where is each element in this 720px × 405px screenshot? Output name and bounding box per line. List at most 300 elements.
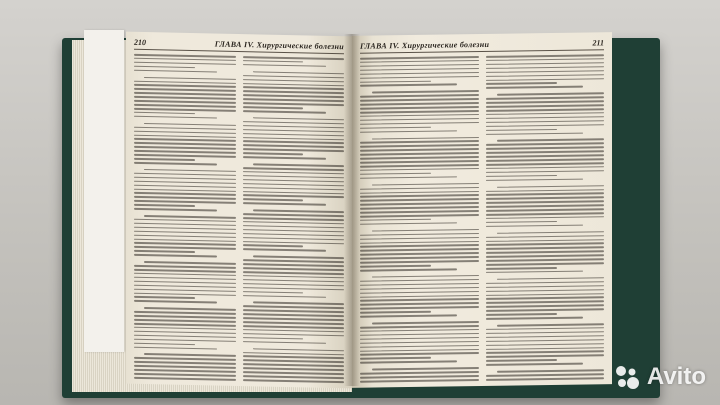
- text-line: [243, 321, 345, 325]
- text-line: [134, 346, 217, 349]
- text-line: [243, 325, 345, 329]
- text-line: [486, 193, 605, 196]
- text-line: [360, 126, 431, 129]
- text-line: [243, 287, 345, 291]
- text-line: [360, 206, 479, 209]
- text-line: [134, 223, 236, 227]
- text-line: [360, 173, 431, 176]
- text-line: [243, 98, 345, 102]
- text-line: [243, 337, 304, 340]
- text-line: [134, 54, 236, 58]
- text-line: [486, 216, 605, 219]
- text-line: [360, 102, 479, 105]
- text-line: [243, 87, 345, 91]
- text-line: [144, 215, 235, 218]
- text-line: [134, 69, 217, 72]
- text-line: [134, 92, 236, 96]
- text-line: [486, 201, 605, 204]
- text-line: [497, 231, 604, 234]
- text-line: [486, 327, 605, 330]
- text-line: [486, 197, 605, 200]
- text-line: [486, 339, 605, 342]
- text-line: [486, 224, 583, 227]
- text-line: [243, 259, 345, 263]
- text-line: [134, 138, 236, 142]
- text-line: [243, 133, 345, 137]
- text-line: [486, 54, 605, 57]
- text-line: [486, 309, 605, 312]
- text-line: [134, 162, 217, 165]
- text-line: [134, 234, 236, 238]
- text-line: [486, 124, 605, 127]
- text-line: [486, 120, 605, 123]
- text-line: [134, 154, 236, 158]
- text-line: [372, 321, 479, 324]
- text-line: [243, 375, 345, 379]
- text-line: [243, 79, 345, 83]
- text-line: [486, 208, 605, 211]
- text-line: [134, 238, 236, 242]
- text-line: [134, 177, 236, 181]
- text-line: [243, 267, 345, 271]
- text-line: [486, 143, 605, 146]
- text-line: [134, 192, 236, 196]
- text-line: [134, 311, 236, 315]
- text-line: [497, 185, 604, 188]
- text-line: [134, 219, 236, 223]
- text-line: [360, 198, 479, 201]
- text-line: [360, 164, 479, 167]
- text-line: [134, 365, 236, 369]
- text-line: [243, 217, 345, 221]
- text-line: [486, 178, 583, 181]
- text-line: [360, 302, 479, 305]
- text-line: [372, 137, 479, 140]
- text-line: [486, 297, 605, 300]
- text-line: [360, 379, 479, 382]
- text-line: [243, 94, 345, 98]
- text-line: [134, 204, 195, 207]
- text-line: [486, 158, 605, 161]
- text-line: [360, 194, 479, 197]
- text-line: [360, 333, 479, 336]
- text-line: [243, 275, 345, 279]
- text-line: [144, 169, 235, 172]
- text-line: [134, 130, 236, 134]
- text-line: [360, 237, 479, 240]
- text-line: [486, 66, 605, 69]
- text-line: [360, 176, 457, 179]
- text-line: [360, 219, 431, 222]
- text-line: [372, 229, 479, 232]
- text-line: [134, 112, 195, 115]
- text-line: [134, 335, 236, 339]
- text-line: [243, 359, 345, 363]
- text-line: [486, 97, 605, 100]
- text-line: [134, 180, 236, 184]
- text-line: [243, 152, 304, 155]
- text-line: [134, 254, 217, 257]
- text-line: [243, 225, 345, 229]
- text-line: [360, 375, 479, 378]
- text-line: [360, 76, 479, 79]
- text-line: [243, 183, 345, 187]
- text-line: [134, 269, 236, 273]
- text-line: [486, 247, 605, 250]
- text-line: [497, 277, 604, 280]
- right-page-number: 211: [592, 38, 604, 48]
- text-line: [360, 341, 479, 344]
- text-line: [360, 268, 457, 271]
- text-line: [243, 125, 345, 129]
- left-page-number: 210: [134, 37, 146, 48]
- text-line: [486, 271, 583, 274]
- text-line: [253, 71, 344, 74]
- text-line: [360, 148, 479, 151]
- text-line: [243, 106, 304, 109]
- text-line: [243, 60, 304, 63]
- text-line: [360, 202, 479, 205]
- text-line: [360, 60, 479, 63]
- text-line: [134, 227, 236, 231]
- text-line: [486, 116, 605, 119]
- right-column-1: [360, 56, 479, 382]
- text-line: [497, 369, 604, 372]
- text-line: [486, 166, 605, 169]
- text-line: [486, 150, 605, 153]
- left-chapter-title: ГЛАВА IV. Хирургические болезни: [214, 39, 344, 52]
- text-line: [486, 112, 605, 115]
- watermark-text: Avito: [646, 363, 706, 390]
- text-line: [360, 349, 479, 352]
- text-line: [243, 295, 326, 298]
- text-line: [243, 341, 326, 344]
- text-line: [243, 248, 326, 251]
- text-line: [134, 273, 236, 277]
- text-line: [243, 171, 345, 175]
- text-line: [243, 291, 304, 294]
- left-column-2: [243, 56, 345, 382]
- text-line: [486, 267, 557, 270]
- text-line: [486, 70, 605, 73]
- text-line: [360, 144, 479, 147]
- text-line: [134, 173, 236, 177]
- text-line: [486, 108, 605, 111]
- text-line: [243, 333, 345, 337]
- text-line: [360, 287, 479, 290]
- text-line: [134, 292, 236, 296]
- text-line: [360, 283, 479, 286]
- text-line: [360, 357, 431, 360]
- text-line: [134, 184, 236, 188]
- text-line: [243, 352, 345, 356]
- text-line: [360, 72, 479, 75]
- text-line: [134, 134, 236, 138]
- text-line: [243, 148, 345, 152]
- text-line: [134, 142, 236, 146]
- text-line: [372, 90, 479, 93]
- text-line: [360, 214, 479, 217]
- text-line: [134, 296, 195, 299]
- text-line: [360, 252, 479, 255]
- text-line: [360, 160, 479, 163]
- text-line: [486, 317, 583, 320]
- text-line: [486, 147, 605, 150]
- text-line: [486, 86, 583, 89]
- text-line: [134, 315, 236, 319]
- text-line: [486, 335, 605, 338]
- text-line: [360, 311, 431, 314]
- text-line: [144, 353, 235, 356]
- text-line: [134, 373, 236, 377]
- text-line: [134, 357, 236, 361]
- text-line: [360, 68, 479, 71]
- text-line: [253, 163, 344, 166]
- text-line: [134, 377, 236, 381]
- text-line: [360, 140, 479, 143]
- text-line: [486, 243, 605, 246]
- text-line: [243, 371, 345, 375]
- text-line: [134, 200, 236, 204]
- text-line: [243, 194, 345, 198]
- text-line: [360, 315, 457, 318]
- text-line: [360, 168, 479, 171]
- text-line: [486, 204, 605, 207]
- text-line: [360, 118, 479, 121]
- text-line: [243, 198, 304, 201]
- text-line: [486, 175, 557, 178]
- text-line: [486, 251, 605, 254]
- text-line: [243, 309, 345, 313]
- text-line: [486, 162, 605, 165]
- text-line: [360, 361, 457, 364]
- avito-watermark: [613, 363, 706, 391]
- text-line: [134, 188, 236, 192]
- text-line: [360, 152, 479, 155]
- text-line: [134, 84, 236, 88]
- text-line: [360, 371, 479, 374]
- page-edge-block: [84, 30, 124, 352]
- text-line: [360, 210, 479, 213]
- text-line: [243, 213, 345, 217]
- text-line: [134, 62, 236, 66]
- text-line: [134, 342, 195, 345]
- text-line: [243, 129, 345, 133]
- text-line: [486, 255, 605, 258]
- text-line: [134, 369, 236, 373]
- text-line: [486, 313, 557, 316]
- text-line: [243, 279, 345, 283]
- text-line: [134, 116, 217, 119]
- text-line: [486, 289, 605, 292]
- text-line: [486, 132, 583, 135]
- text-line: [253, 256, 344, 259]
- text-line: [134, 126, 236, 130]
- text-line: [243, 379, 345, 383]
- text-line: [486, 58, 605, 61]
- text-line: [486, 74, 605, 77]
- left-text-columns: [134, 54, 344, 382]
- text-line: [134, 250, 195, 253]
- text-line: [134, 100, 236, 104]
- text-line: [144, 77, 235, 80]
- text-line: [486, 104, 605, 107]
- text-line: [243, 356, 345, 360]
- text-line: [486, 82, 557, 85]
- text-line: [243, 305, 345, 309]
- text-line: [360, 245, 479, 248]
- text-line: [134, 285, 236, 289]
- text-line: [134, 265, 236, 269]
- text-line: [243, 141, 345, 145]
- text-line: [243, 102, 345, 106]
- text-line: [360, 299, 479, 302]
- text-line: [253, 302, 344, 305]
- text-line: [360, 260, 479, 263]
- text-line: [134, 361, 236, 365]
- text-line: [360, 265, 431, 268]
- text-line: [243, 202, 326, 205]
- text-line: [243, 121, 345, 125]
- text-line: [360, 248, 479, 251]
- text-line: [134, 208, 217, 211]
- text-line: [243, 137, 345, 141]
- text-line: [360, 345, 479, 348]
- text-line: [243, 179, 345, 183]
- right-column-2: [486, 54, 605, 380]
- text-line: [243, 75, 345, 79]
- text-line: [243, 317, 345, 321]
- text-line: [243, 313, 345, 317]
- text-line: [134, 80, 236, 84]
- text-line: [486, 281, 605, 284]
- text-line: [372, 367, 479, 370]
- text-line: [486, 363, 583, 366]
- text-line: [134, 146, 236, 150]
- text-line: [243, 233, 345, 237]
- text-line: [243, 156, 326, 159]
- text-line: [486, 189, 605, 192]
- left-column-1: [134, 54, 236, 380]
- text-line: [486, 258, 605, 261]
- text-line: [486, 351, 605, 354]
- right-text-columns: [360, 54, 604, 381]
- text-line: [486, 239, 605, 242]
- text-line: [360, 222, 457, 225]
- text-line: [372, 183, 479, 186]
- text-line: [360, 306, 479, 309]
- text-line: [144, 123, 235, 126]
- text-line: [243, 271, 345, 275]
- text-line: [243, 241, 345, 245]
- text-line: [372, 275, 479, 278]
- text-line: [134, 108, 236, 112]
- text-line: [360, 64, 479, 67]
- text-line: [486, 373, 605, 376]
- text-line: [486, 359, 557, 362]
- text-line: [360, 156, 479, 159]
- text-line: [243, 283, 345, 287]
- text-line: [486, 377, 605, 380]
- text-line: [144, 307, 235, 310]
- text-line: [360, 130, 457, 133]
- text-line: [360, 94, 479, 97]
- text-line: [360, 187, 479, 190]
- right-chapter-title: ГЛАВА IV. Хирургические болезни: [360, 39, 490, 51]
- text-line: [134, 327, 236, 331]
- text-line: [486, 331, 605, 334]
- text-line: [134, 58, 236, 62]
- text-line: [360, 122, 479, 125]
- text-line: [360, 84, 457, 87]
- avito-logo-icon: [613, 363, 641, 391]
- text-line: [243, 229, 345, 233]
- text-line: [486, 78, 605, 81]
- text-line: [243, 363, 345, 367]
- text-line: [243, 367, 345, 371]
- text-line: [243, 90, 345, 94]
- text-line: [486, 221, 557, 224]
- text-line: [486, 62, 605, 65]
- text-line: [134, 281, 236, 285]
- text-line: [486, 355, 605, 358]
- text-line: [486, 293, 605, 296]
- text-line: [486, 235, 605, 238]
- text-line: [144, 261, 235, 264]
- text-line: [486, 129, 557, 132]
- book-gutter: [344, 34, 360, 386]
- text-line: [486, 285, 605, 288]
- text-line: [360, 329, 479, 332]
- text-line: [360, 241, 479, 244]
- text-line: [360, 80, 431, 83]
- right-page: [352, 32, 612, 388]
- text-line: [134, 288, 236, 292]
- text-line: [134, 104, 236, 108]
- text-line: [134, 196, 236, 200]
- text-line: [486, 100, 605, 103]
- text-line: [360, 279, 479, 282]
- text-line: [134, 246, 236, 250]
- text-line: [134, 158, 195, 161]
- text-line: [486, 301, 605, 304]
- text-line: [360, 256, 479, 259]
- left-page: [126, 32, 352, 389]
- text-line: [243, 175, 345, 179]
- text-line: [360, 56, 479, 59]
- text-line: [360, 191, 479, 194]
- text-line: [134, 331, 236, 335]
- text-line: [243, 83, 345, 87]
- text-line: [243, 221, 345, 225]
- text-line: [360, 106, 479, 109]
- text-line: [253, 209, 344, 212]
- text-line: [253, 348, 344, 351]
- text-line: [134, 300, 217, 303]
- text-line: [243, 191, 345, 195]
- text-line: [134, 242, 236, 246]
- text-line: [486, 170, 605, 173]
- text-line: [243, 56, 345, 60]
- text-line: [360, 114, 479, 117]
- text-line: [360, 325, 479, 328]
- text-line: [134, 66, 195, 69]
- text-line: [134, 277, 236, 281]
- text-line: [486, 343, 605, 346]
- text-line: [134, 319, 236, 323]
- text-line: [243, 167, 345, 171]
- text-line: [360, 353, 479, 356]
